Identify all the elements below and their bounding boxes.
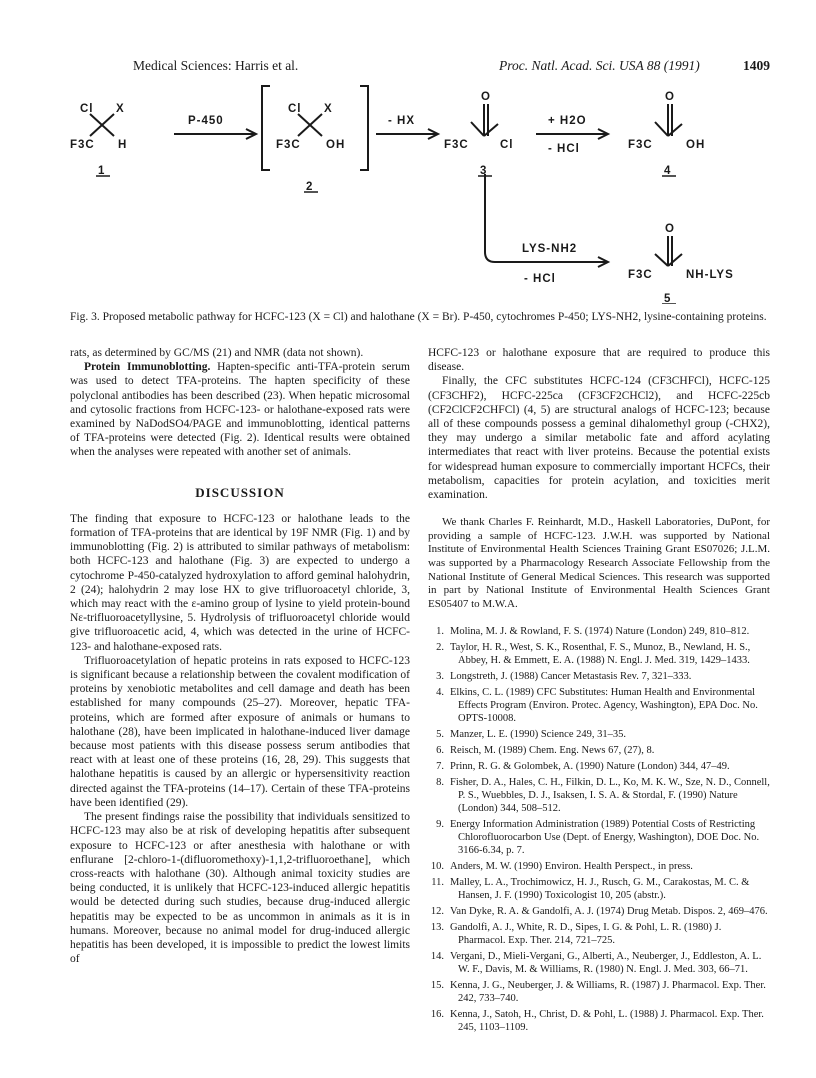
page-number: 1409 — [743, 58, 770, 73]
reference-item: 9. Energy Information Administration (1989) Potential Costs of Restricting Chlorofluorocarbon Use (Dept. of Energy, Washington), DOE Doc. No. 3166-6.34, p. 7. — [436, 819, 760, 857]
c2-atom-x: X — [324, 103, 333, 115]
reference-item: 14. Vergani, D., Mieli-Vergani, G., Alberti, A., Neuberger, J., Eddleston, A. L. W. F., Davis, M. & Williams, R. (1980) N. Engl. J. Med. 303, 66–71. — [430, 951, 762, 976]
arrow-label-lys-nh2: LYS-NH2 — [522, 243, 578, 255]
c4-atom-o: O — [665, 91, 675, 103]
reference-item: 7. Prinn, R. G. & Golombek, A. (1990) Nature (London) 344, 47–49. — [436, 761, 730, 773]
c3-atom-cl: Cl — [500, 139, 514, 151]
c5-atom-nh-lys: NH-LYS — [686, 269, 734, 281]
figure-caption: Fig. 3. Proposed metabolic pathway for HCFC-123 (X = Cl) and halothane (X = Br). P-450, cytochromes P-450; LYS-NH2, lysine-containing proteins. — [70, 311, 767, 323]
c5-atom-f3c: F3C — [628, 269, 653, 281]
paragraph: The finding that exposure to HCFC-123 or halothane leads to the formation of TFA-proteins that are identical by 19F NMR (Fig. 1) and by immunoblotting (Fig. 2) is attributed to similar pathways of metabolism: both HCFC-123 and halothane (Fig. 3) are expected to undergo a cytochrome P-450-catalyzed hydroxylation to afford geminal halohydrin, 2 (24); halohydrin 2 may lose HX to give trifluoroacetyl chloride, 3, which may react with the ε-amino group of lysine to yield protein-bound Nε-trifluoroacetyllysine, 5. Hydrolysis of trifluoroacetyl chloride would give trifluoroacetic acid, 4, which was detected in the urine of HCFC-123- and halothane-exposed rats. — [70, 512, 410, 653]
paragraph: Finally, the CFC substitutes HCFC-124 (CF3CHFCl), HCFC-125 (CF3CHF2), HCFC-225ca (CF3CF2CHCl2), and HCFC-225cb (CF2ClCF2CHFCl) (4, 5) are structural analogs of HCFC-123; because all of these compounds possess a geminal dihalomethyl group (-CHX2), they may undergo a similar metabolic fate and afford acylating intermediates that react with liver proteins. Because the potential exists for widespread human exposure to commercially important HCFCs, their metabolism, capacities for protein acylation, and toxicities merit examination. — [428, 375, 770, 502]
c1-atom-x: X — [116, 103, 125, 115]
reference-item: 6. Reisch, M. (1989) Chem. Eng. News 67, (27), 8. — [436, 745, 655, 757]
runin-heading: Protein Immunoblotting. — [84, 361, 211, 374]
c3-atom-o: O — [481, 91, 491, 103]
arrow-label-hx: - HX — [388, 115, 415, 127]
c2-atom-cl: Cl — [288, 103, 302, 115]
reference-item: 12. Van Dyke, R. A. & Gandolfi, A. J. (1974) Drug Metab. Dispos. 2, 469–476. — [430, 906, 768, 918]
arrow-label-water: + H2O — [548, 115, 587, 127]
c4-atom-f3c: F3C — [628, 139, 653, 151]
paragraph: rats, as determined by GC/MS (21) and NMR (data not shown). — [70, 347, 364, 359]
acknowledgments: We thank Charles F. Reinhardt, M.D., Haskell Laboratories, DuPont, for providing a sample of HCFC-123. J.W.H. was supported by National Institute of Environmental Health Sciences Training Grant ES07026; J.L.M. was supported by a Pharmacology Research Associate Fellowship from the National Institute of General Medical Sciences. This research was supported in part by National Institute of Environmental Health Sciences Grant ES05407 to M.W.A. — [428, 516, 770, 610]
c2-atom-oh: OH — [326, 139, 346, 151]
paragraph: Trifluoroacetylation of hepatic proteins in rats exposed to HCFC-123 is significant because a relationship between the covalent modification of proteins by xenobiotic metabolites and cell damage and death has been established for many compounds (25–27). Moreover, hepatic TFA-proteins, which are formed after exposure of animals or humans to halothane (28), have been implicated in halothane-induced liver damage because most patients with this disease possess serum antibodies that react with at least one of these proteins (16, 28, 29). This suggests that halothane hepatitis is caused by an allergic or hypersensitivity reaction directed against the TFA-proteins (14–17). Certain of these TFA-proteins have been identified (29). — [70, 654, 410, 809]
reference-item: 11. Malley, L. A., Trochimowicz, H. J., Rusch, G. M., Carakostas, M. C. & Hansen, J. F. (1990) Toxicologist 10, 205 (abstr.). — [431, 877, 750, 902]
reference-item: 1. Molina, M. J. & Rowland, F. S. (1974) Nature (London) 249, 810–812. — [436, 626, 750, 638]
c2-atom-f3c: F3C — [276, 139, 301, 151]
paragraph-immunoblotting — [70, 360, 410, 459]
reference-item: 2. Taylor, H. R., West, S. K., Rosenthal, F. S., Munoz, B., Newland, H. S., Abbey, H. & Emmett, E. A. (1988) N. Engl. J. Med. 319, 1429–1433. — [436, 642, 751, 667]
reference-item: 5. Manzer, L. E. (1990) Science 249, 31–35. — [436, 729, 626, 741]
c2-label: 2 — [306, 181, 314, 193]
reference-list — [428, 625, 770, 1034]
c1-atom-h: H — [118, 139, 128, 151]
running-header-left: Medical Sciences: Harris et al. — [133, 58, 299, 73]
c3-atom-f3c: F3C — [444, 139, 469, 151]
reference-item: 3. Longstreth, J. (1988) Cancer Metastasis Rev. 7, 321–333. — [436, 671, 692, 683]
c1-label: 1 — [98, 165, 106, 177]
paragraph: The present findings raise the possibility that individuals sensitized to HCFC-123 may also be at risk of developing hepatitis after subsequent exposure to HCFC-123 or after anesthesia with halothane or with enflurane [2-chloro-1-(difluoromethoxy)-1,1,2-trifluoroethane], which cross-reacts with halothane (30). Although animal toxicity studies are being conducted, it is unlikely that HCFC-123-induced allergic hepatitis would be detected during such studies, because drug-induced allergic hepatitis may be expected to be as uncommon in animals as it is in humans. Moreover, because no animal model for drug-induced allergic hepatitis has been developed, it is impossible to predict the lowest limits of — [70, 811, 410, 966]
reference-item: 4. Elkins, C. L. (1989) CFC Substitutes: Human Health and Environmental Effects Program (Environ. Protec. Agency, Washington), EPA Doc. No. OPTS-10008. — [436, 687, 758, 725]
c1-atom-cl: Cl — [80, 103, 94, 115]
reference-item: 15. Kenna, J. G., Neuberger, J. & Williams, R. (1987) J. Pharmacol. Exp. Ther. 242, 733–740. — [430, 980, 766, 1005]
arrow-label-hcl: - HCl — [548, 143, 580, 155]
c4-atom-oh: OH — [686, 139, 706, 151]
c4-label: 4 — [664, 165, 672, 177]
c5-label: 5 — [664, 293, 672, 304]
paragraph: HCFC-123 or halothane exposure that are required to produce this disease. — [428, 347, 770, 374]
right-column — [428, 346, 770, 1037]
arrow-label-hcl-2: - HCl — [524, 273, 556, 285]
reference-item: 13. Gandolfi, A. J., White, R. D., Sipes, I. G. & Pohl, L. R. (1980) J. Pharmacol. Exp. Ther. 214, 721–725. — [430, 922, 722, 947]
section-heading-discussion: DISCUSSION — [195, 484, 285, 500]
running-header-journal: Proc. Natl. Acad. Sci. USA 88 (1991) — [499, 58, 700, 73]
paragraph-text: Hapten-specific anti-TFA-protein serum was used to detect TFA-proteins. The hapten specificity of these polyclonal antibodies has been described (23). When hepatic microsomal and cytosolic fractions from HCFC-123- or halothane-exposed rats were examined by NaDodSO4/PAGE and immunoblotting, identical patterns of TFA-proteins were detected (Fig. 2). Identical results were obtained when the analyses were repeated with another set of animals. — [70, 361, 411, 459]
c1-atom-f3c: F3C — [70, 139, 95, 151]
arrow-label-p450: P-450 — [188, 115, 224, 127]
reference-item: 8. Fisher, D. A., Hales, C. H., Filkin, D. L., Ko, M. K. W., Sze, N. D., Connell, P. S., Wuebbles, D. J., Isaksen, I. S. A. & Stordal, F. (1990) Nature (London) 344, 508–512. — [436, 777, 770, 815]
c3-label: 3 — [480, 165, 488, 177]
c5-atom-o: O — [665, 223, 675, 235]
metabolic-pathway-scheme — [70, 78, 770, 304]
reference-item: 16. Kenna, J., Satoh, H., Christ, D. & Pohl, L. (1988) J. Pharmacol. Exp. Ther. 245, 1103–1109. — [430, 1009, 764, 1034]
reference-item: 10. Anders, M. W. (1990) Environ. Health Perspect., in press. — [430, 861, 693, 873]
left-column — [70, 346, 410, 966]
